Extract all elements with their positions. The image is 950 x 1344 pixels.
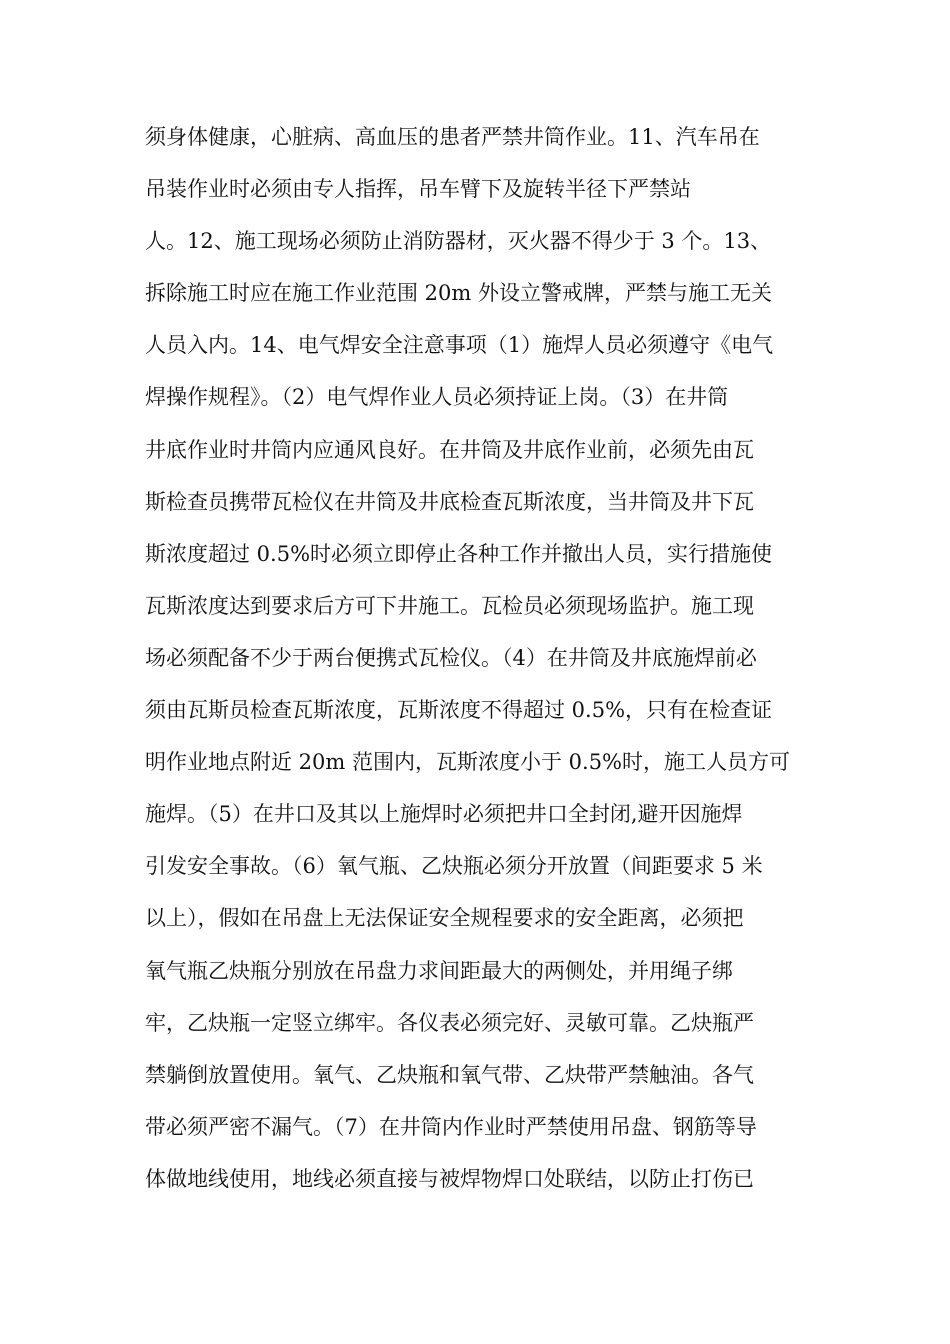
text-line: 带必须严密不漏气。（7）在井筒内作业时严禁使用吊盘、钢筋等导	[145, 1114, 757, 1139]
text-line: 体做地线使用，地线必须直接与被焊物焊口处联结，以防止打伤已	[145, 1166, 754, 1191]
text-line: 禁躺倒放置使用。氧气、乙炔瓶和氧气带、乙炔带严禁触油。各气	[145, 1062, 754, 1087]
text-line: 人员入内。14、电气焊安全注意事项（1）施焊人员必须遵守《电气	[145, 333, 774, 358]
text-line: 明作业地点附近 20m 范围内，瓦斯浓度小于 0.5%时，施工人员方可	[145, 750, 791, 775]
body-text	[145, 115, 825, 1209]
text-line: 吊装作业时必须由专人指挥，吊车臂下及旋转半径下严禁站	[145, 177, 691, 202]
text-line: 人。12、施工现场必须防止消防器材，灭火器不得少于 3 个。13、	[145, 229, 772, 254]
text-line: 场必须配备不少于两台便携式瓦检仪。（4）在井筒及井底施焊前必	[145, 645, 757, 670]
text-line: 焊操作规程》。（2）电气焊作业人员必须持证上岗。（3）在井筒	[145, 385, 729, 410]
text-line: 氧气瓶乙炔瓶分别放在吊盘力求间距最大的两侧处，并用绳子绑	[145, 958, 733, 983]
text-line: 引发安全事故。（6）氧气瓶、乙炔瓶必须分开放置（间距要求 5 米	[145, 854, 763, 879]
text-line: 井底作业时井筒内应通风良好。在井筒及井底作业前，必须先由瓦	[145, 437, 754, 462]
text-line: 拆除施工时应在施工作业范围 20m 外设立警戒牌，严禁与施工无关	[145, 281, 772, 306]
text-line: 须身体健康，心脏病、高血压的患者严禁井筒作业。11、汽车吊在	[145, 125, 760, 149]
text-line: 斯浓度超过 0.5%时必须立即停止各种工作并撤出人员，实行措施使	[145, 541, 773, 566]
text-line: 施焊。（5）在井口及其以上施焊时必须把井口全封闭,避开因施焊	[145, 802, 743, 827]
text-line: 以上），假如在吊盘上无法保证安全规程要求的安全距离，必须把	[145, 906, 744, 931]
text-line: 牢，乙炔瓶一定竖立绑牢。各仪表必须完好、灵敏可靠。乙炔瓶严	[145, 1010, 754, 1035]
text-line: 须由瓦斯员检查瓦斯浓度，瓦斯浓度不得超过 0.5%，只有在检查证	[145, 698, 773, 723]
text-line: 瓦斯浓度达到要求后方可下井施工。瓦检员必须现场监护。施工现	[145, 593, 754, 618]
text-line: 斯检查员携带瓦检仪在井筒及井底检查瓦斯浓度，当井筒及井下瓦	[145, 489, 754, 514]
